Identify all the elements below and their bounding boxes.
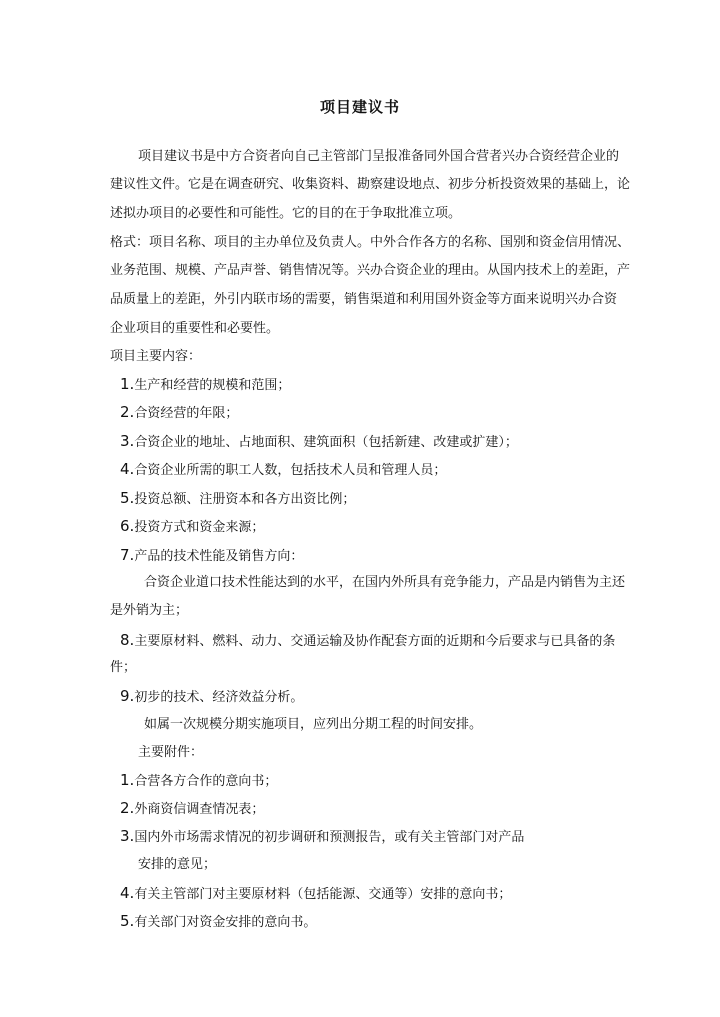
item-text: 生产和经营的规模和范围； xyxy=(134,378,291,393)
item-number: 6. xyxy=(120,517,135,535)
item-number: 1. xyxy=(120,375,135,393)
item-text: 投资总额、注册资本和各方出资比例； xyxy=(134,492,356,507)
attachment3-continuation: 安排的意见； xyxy=(138,857,217,872)
item-number: 4. xyxy=(120,884,135,902)
item-text: 有关部门对资金安排的意向书。 xyxy=(134,915,317,930)
list-item xyxy=(120,375,290,395)
attachment-item xyxy=(120,771,277,791)
item-number: 9. xyxy=(120,687,135,705)
attachment-item xyxy=(120,884,511,904)
list-item xyxy=(120,517,264,537)
attachments-heading: 主要附件： xyxy=(138,745,204,760)
attachment-item xyxy=(120,799,264,819)
item-text: 合营各方合作的意向书； xyxy=(134,774,278,789)
attachment-item xyxy=(120,912,316,932)
item-number: 2. xyxy=(120,403,135,421)
item-number: 3. xyxy=(120,827,135,845)
item-text: 国内外市场需求情况的初步调研和预测报告，或有关主管部门对产品 xyxy=(134,830,525,845)
item-text: 投资方式和资金来源； xyxy=(134,520,265,535)
phase-note: 如属一次规模分期实施项目，应列出分期工程的时间安排。 xyxy=(144,717,483,732)
item-text: 外商资信调查情况表； xyxy=(134,802,265,817)
format-line-4: 企业项目的重要性和必要性。 xyxy=(110,321,280,336)
document-title: 项目建议书 xyxy=(319,98,400,116)
item-number: 7. xyxy=(120,546,135,564)
item-number: 4. xyxy=(120,460,135,478)
item-text: 初步的技术、经济效益分析。 xyxy=(134,690,304,705)
item-number: 8. xyxy=(120,631,135,649)
item-text: 合资企业的地址、占地面积、建筑面积（包括新建、改建或扩建）； xyxy=(134,435,518,450)
item-number: 3. xyxy=(120,432,135,450)
list-item xyxy=(120,432,518,452)
list-item xyxy=(120,403,238,423)
item-text: 主要原材料、燃料、动力、交通运输及协作配套方面的近期和今后要求与已具备的条 xyxy=(134,634,616,649)
main-content-heading: 项目主要内容： xyxy=(110,349,202,364)
item-text: 产品的技术性能及销售方向： xyxy=(134,549,304,564)
item8-continuation: 件； xyxy=(110,660,137,675)
item-number: 5. xyxy=(120,489,135,507)
list-item xyxy=(120,631,615,651)
format-line-2: 业务范围、规模、产品声誉、销售情况等。兴办合资企业的理由。从国内技术上的差距，产 xyxy=(110,263,631,278)
attachment-item xyxy=(120,827,524,847)
list-item xyxy=(120,687,303,707)
item-text: 合资企业所需的职工人数，包括技术人员和管理人员； xyxy=(134,463,447,478)
list-item xyxy=(120,546,303,566)
intro-line-3: 述拟办项目的必要性和可能性。它的目的在于争取批准立项。 xyxy=(110,206,462,221)
format-line-1: 格式：项目名称、项目的主办单位及负责人。中外合作各方的名称、国别和资金信用情况、 xyxy=(110,235,631,250)
intro-line-2: 建议性文件。它是在调查研究、收集资料、勘察建设地点、初步分析投资效果的基础上，论 xyxy=(110,177,631,192)
item-number: 5. xyxy=(120,912,135,930)
item7-detail-line-2: 是外销为主； xyxy=(110,603,189,618)
item-number: 1. xyxy=(120,771,135,789)
item-number: 2. xyxy=(120,799,135,817)
list-item xyxy=(120,489,355,509)
format-line-3: 品质量上的差距，外引内联市场的需要，销售渠道和利用国外资金等方面来说明兴办合资 xyxy=(110,292,618,307)
item-text: 有关主管部门对主要原材料（包括能源、交通等）安排的意向书； xyxy=(134,887,512,902)
list-item xyxy=(120,460,446,480)
item-text: 合资经营的年限； xyxy=(134,406,239,421)
intro-line-1: 项目建议书是中方合资者向自己主管部门呈报准备同外国合营者兴办合资经营企业的 xyxy=(138,149,620,164)
item7-detail-line-1: 合资企业道口技术性能达到的水平，在国内外所具有竞争能力，产品是内销售为主还 xyxy=(144,575,626,590)
